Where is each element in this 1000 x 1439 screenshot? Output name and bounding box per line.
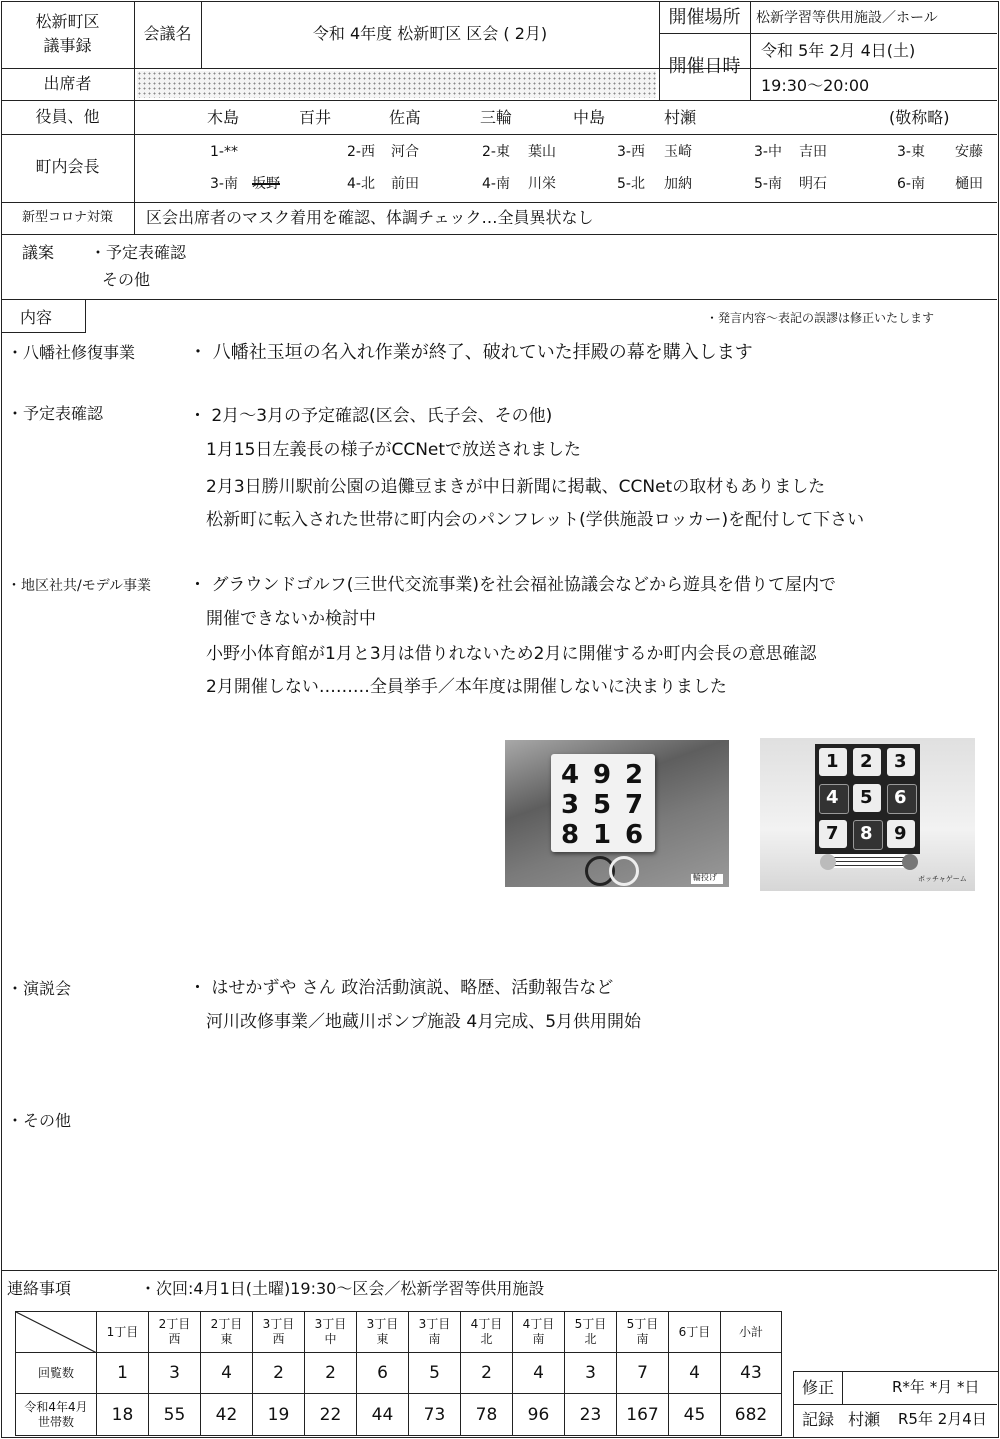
schedule-line: 松新町に転入された世帯に町内会のパンフレット(学供施設ロッカー)を配付して下さい — [206, 510, 865, 530]
table-cell: 42 — [201, 1394, 253, 1436]
chief-area: 4-南 — [482, 176, 510, 192]
district-line: 開催できないか検討中 — [206, 609, 376, 629]
record-date: R5年 2月4日 — [898, 1410, 987, 1428]
ring-toss-digit: 5 — [593, 790, 612, 820]
col-header: 5丁目 南 — [617, 1312, 669, 1353]
chief-area: 5-南 — [754, 176, 782, 192]
chief-name: 明石 — [799, 176, 827, 192]
chief-name-struck: 坂野 — [252, 176, 280, 192]
bocce-digit: 8 — [860, 823, 873, 844]
speech-label: ・演説会 — [7, 979, 72, 998]
agenda-label: 議案 — [22, 243, 55, 262]
table-cell: 23 — [565, 1394, 617, 1436]
chief-name: 加納 — [664, 176, 692, 192]
divider — [793, 1404, 997, 1405]
meeting-name-label: 会議名 — [143, 24, 192, 43]
other-label: ・その他 — [7, 1111, 72, 1130]
table-cell: 3 — [565, 1353, 617, 1394]
divider — [1, 299, 997, 300]
table-cell: 96 — [513, 1394, 565, 1436]
chief-name: 吉田 — [799, 144, 827, 160]
chief-name: 樋田 — [955, 176, 983, 192]
officer-name: 佐髙 — [389, 108, 422, 127]
bocce-board — [815, 744, 920, 854]
chief-area: 3-西 — [617, 144, 645, 160]
divider — [750, 68, 997, 69]
col-header: 小計 — [721, 1312, 782, 1353]
table-cell: 78 — [461, 1394, 513, 1436]
revision-label: 修正 — [802, 1378, 835, 1397]
col-header: 2丁目 東 — [201, 1312, 253, 1353]
venue: 松新学習等供用施設／ホール — [756, 10, 938, 26]
table-row — [16, 1353, 782, 1394]
table-cell: 4 — [513, 1353, 565, 1394]
chief-name: 葉山 — [528, 144, 556, 160]
ring-toss-photo — [505, 740, 729, 887]
table-cell: 1 — [97, 1353, 149, 1394]
officer-name: 中島 — [573, 108, 606, 127]
bocce-digit: 6 — [894, 787, 907, 808]
meeting-time: 19:30～20:00 — [761, 76, 870, 95]
ring-toss-digit: 6 — [625, 820, 644, 850]
officer-name: 木島 — [207, 108, 240, 127]
attendees-redacted — [137, 71, 656, 98]
content-label: 内容 — [20, 308, 53, 327]
table-cell: 4 — [201, 1353, 253, 1394]
table-cell: 45 — [669, 1394, 721, 1436]
speech-line: ・ はせかずや さん 政治活動演説、略歴、活動報告など — [189, 978, 614, 998]
covid-text: 区会出席者のマスク着用を確認、体調チェック…全員異状なし — [146, 208, 594, 227]
col-header: 3丁目 西 — [253, 1312, 305, 1353]
speech-line: 河川改修事業／地蔵川ポンプ施設 4月完成、5月供用開始 — [206, 1012, 642, 1032]
chief-area: 2-東 — [482, 144, 510, 160]
district-title-line2: 議事録 — [43, 36, 92, 55]
ring-toss-digit: 1 — [593, 820, 612, 850]
table-corner — [16, 1312, 97, 1353]
recorder-name: 村瀬 — [848, 1410, 881, 1429]
meeting-date: 令和 5年 2月 4日(土) — [761, 41, 916, 60]
district-label: ・地区社共/モデル事業 — [7, 578, 152, 594]
agenda-item: ・予定表確認 — [90, 243, 187, 262]
bocce-caption: ボッチャゲーム — [918, 875, 967, 883]
col-header: 1丁目 — [97, 1312, 149, 1353]
divider — [1, 1270, 997, 1271]
table-cell: 5 — [409, 1353, 461, 1394]
bocce-game-photo — [760, 738, 975, 891]
honorific-note: (敬称略) — [889, 108, 950, 127]
chief-area: 6-南 — [897, 176, 925, 192]
col-header: 3丁目 東 — [357, 1312, 409, 1353]
chief-area: 2-西 — [347, 144, 375, 160]
district-title-line1: 松新町区 — [35, 12, 100, 31]
table-cell: 4 — [669, 1353, 721, 1394]
table-cell: 19 — [253, 1394, 305, 1436]
table-cell: 43 — [721, 1353, 782, 1394]
divider — [659, 33, 997, 34]
divider — [1, 100, 997, 101]
bocce-digit: 1 — [826, 751, 839, 772]
household-stats-table — [15, 1311, 782, 1436]
table-cell: 44 — [357, 1394, 409, 1436]
hachiman-label: ・八幡社修復事業 — [7, 343, 136, 362]
ring-toss-digit: 7 — [625, 790, 644, 820]
col-header: 4丁目 北 — [461, 1312, 513, 1353]
ring-toss-digit: 9 — [593, 760, 612, 790]
ring-toss-digit: 4 — [561, 760, 580, 790]
chief-area: 5-北 — [617, 176, 645, 192]
table-cell: 2 — [461, 1353, 513, 1394]
table-cell: 22 — [305, 1394, 357, 1436]
ring-toss-digit: 3 — [561, 790, 580, 820]
chief-name: 玉崎 — [664, 144, 692, 160]
officer-name: 百井 — [299, 108, 332, 127]
chief-name: 安藤 — [955, 144, 983, 160]
divider — [1, 234, 997, 235]
bocce-ball — [902, 854, 918, 870]
schedule-line: ・ 2月～3月の予定確認(区会、氏子会、その他) — [189, 406, 553, 426]
divider — [842, 1371, 843, 1404]
ring-toss-digit: 2 — [625, 760, 644, 790]
table-cell: 55 — [149, 1394, 201, 1436]
divider — [750, 1, 751, 100]
table-cell: 167 — [617, 1394, 669, 1436]
chiefs-label: 町内会長 — [35, 157, 100, 176]
bocce-stand — [830, 854, 905, 868]
table-cell: 18 — [97, 1394, 149, 1436]
bocce-digit: 2 — [860, 751, 873, 772]
chief-area: 1-** — [210, 144, 238, 160]
schedule-line: 2月3日勝川駅前公園の追儺豆まきが中日新聞に掲載、CCNetの取材もありました — [206, 477, 826, 497]
chief-area: 3-南 — [210, 176, 238, 192]
hachiman-line: ・ 八幡社玉垣の名入れ作業が終了、破れていた拝殿の幕を購入します — [189, 342, 753, 363]
district-line: ・ グラウンドゴルフ(三世代交流事業)を社会福祉協議会などから遊具を借りて屋内で — [189, 575, 836, 595]
table-cell: 2 — [253, 1353, 305, 1394]
ring — [609, 856, 639, 886]
record-label: 記録 — [802, 1410, 835, 1429]
revision-value: R*年 *月 *日 — [892, 1378, 980, 1396]
table-cell: 2 — [305, 1353, 357, 1394]
bocce-ball — [820, 854, 836, 870]
schedule-line: 1月15日左義長の様子がCCNetで放送されました — [206, 440, 582, 460]
officers-label: 役員、他 — [35, 107, 100, 126]
table-row — [16, 1394, 782, 1436]
district-line: 2月開催しない………全員挙手／本年度は開催しないに決まりました — [206, 677, 727, 697]
bocce-digit: 9 — [894, 823, 907, 844]
schedule-label: ・予定表確認 — [7, 404, 104, 423]
ring-toss-caption: 輪投げ — [693, 873, 717, 882]
agenda-item: その他 — [102, 270, 151, 289]
row-label: 令和4年4月 世帯数 — [16, 1394, 97, 1436]
notices-label: 連絡事項 — [7, 1279, 72, 1298]
notices-text: ・次回:4月1日(土曜)19:30～区会／松新学習等供用施設 — [140, 1279, 545, 1298]
table-cell: 682 — [721, 1394, 782, 1436]
table-cell: 6 — [357, 1353, 409, 1394]
bocce-digit: 4 — [826, 787, 839, 808]
bocce-digit: 3 — [894, 751, 907, 772]
chief-area: 4-北 — [347, 176, 375, 192]
venue-label: 開催場所 — [668, 7, 741, 28]
table-cell: 7 — [617, 1353, 669, 1394]
officer-name: 三輪 — [480, 108, 513, 127]
col-header: 2丁目 西 — [149, 1312, 201, 1353]
ring-toss-digit: 8 — [561, 820, 580, 850]
row-label: 回覧数 — [16, 1353, 97, 1394]
chief-name: 川栄 — [528, 176, 556, 192]
attendees-label: 出席者 — [43, 74, 92, 93]
district-line: 小野小体育館が1月と3月は借りれないため2月に開催するか町内会長の意思確認 — [206, 644, 817, 664]
meeting-name: 令和 4年度 松新町区 区会 ( 2月) — [312, 24, 548, 43]
correction-note: ・発言内容～表記の誤謬は修正いたします — [706, 311, 935, 325]
bocce-digit: 7 — [826, 823, 839, 844]
chief-name: 前田 — [391, 176, 419, 192]
date-label: 開催日時 — [668, 56, 741, 77]
table-cell: 3 — [149, 1353, 201, 1394]
divider — [1, 202, 997, 203]
ring-toss-board — [551, 754, 655, 852]
chief-area: 3-中 — [754, 144, 782, 160]
officer-name: 村瀬 — [664, 108, 697, 127]
col-header: 3丁目 南 — [409, 1312, 461, 1353]
col-header: 5丁目 北 — [565, 1312, 617, 1353]
bocce-digit: 5 — [860, 787, 873, 808]
covid-label: 新型コロナ対策 — [21, 210, 113, 225]
col-header: 6丁目 — [669, 1312, 721, 1353]
col-header: 3丁目 中 — [305, 1312, 357, 1353]
chief-name: 河合 — [391, 144, 419, 160]
divider — [1, 134, 997, 135]
table-cell: 73 — [409, 1394, 461, 1436]
chief-area: 3-東 — [897, 144, 925, 160]
col-header: 4丁目 南 — [513, 1312, 565, 1353]
